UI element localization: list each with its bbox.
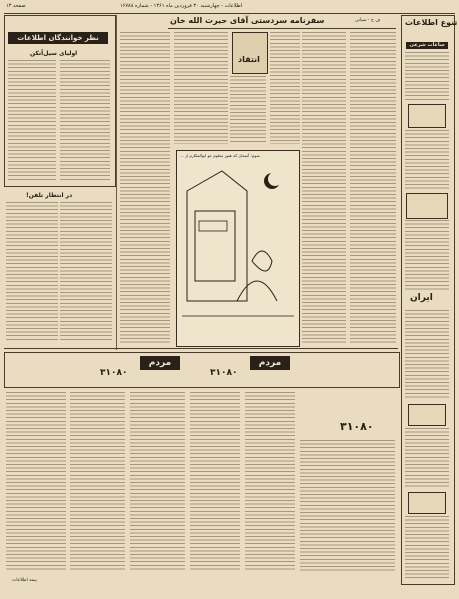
travelogue-col-4 xyxy=(230,76,266,144)
right-masthead: تنوع اطلاعات xyxy=(405,18,458,27)
right-ad-2 xyxy=(408,492,446,514)
right-bottom-label: ایران xyxy=(410,293,433,303)
travelogue-col-1 xyxy=(350,32,396,344)
ad-word-2: مردم xyxy=(250,356,290,370)
issue-line: اطلاعات - چهارشنبه ۳۰ فروردین ماه ۱۳۶۱ - شماره ۱۶۷۸۸ xyxy=(120,3,243,9)
ad-word-1: مردم xyxy=(140,356,180,370)
right-logo-box xyxy=(406,193,448,219)
right-text-5 xyxy=(405,428,449,488)
phone-number-1: ۳۱۰۸۰ xyxy=(100,368,128,378)
page-header xyxy=(0,0,459,13)
right-ad-1 xyxy=(408,404,446,426)
right-text-2 xyxy=(405,130,449,190)
right-text-3 xyxy=(405,220,449,290)
lower-text-4 xyxy=(190,392,240,572)
cartoon-drawing xyxy=(177,151,299,346)
travelogue-col-2 xyxy=(302,32,346,344)
right-subhead: ساعات شرعی xyxy=(406,42,448,49)
travelogue-tag: ف ج - سیانی xyxy=(355,18,380,23)
letters-article-title: اولیای سیل‌آنکن xyxy=(30,50,78,57)
phone-number-3: ۳۱۰۸۰ xyxy=(340,420,374,433)
travelogue-title: سفرنامه سردستی آقای حیرت الله خان xyxy=(170,16,325,25)
intiqad-badge: انتقاد xyxy=(238,55,260,64)
phone-number-2: ۳۱۰۸۰ xyxy=(210,368,238,378)
lower-text-1 xyxy=(6,392,66,572)
cartoon-frame xyxy=(176,150,300,347)
lower-band-rule xyxy=(4,348,398,349)
header-rule xyxy=(4,13,455,14)
page-number: صفحه ۱۳ xyxy=(6,3,26,9)
letters2-text-a xyxy=(6,202,58,342)
intiqad-badge-box xyxy=(232,32,268,74)
letters2-text-b xyxy=(60,202,112,342)
lower-text-2 xyxy=(70,392,125,572)
travelogue-rule xyxy=(168,28,396,29)
column-divider xyxy=(116,15,117,350)
lower-text-6 xyxy=(300,440,395,572)
cartoon-caption: سوم: آسمان که هنوز معلوم جو ابوالمکارم از ... xyxy=(180,153,260,158)
letters-text-a xyxy=(8,60,56,180)
right-text-1 xyxy=(405,52,449,102)
letters-text-b xyxy=(60,60,110,180)
mid-col-text xyxy=(120,32,170,344)
travelogue-col-3 xyxy=(270,32,300,144)
right-text-4 xyxy=(405,310,449,400)
lower-ad-strip xyxy=(4,352,400,388)
lower-footer: بیمه اطلاعات xyxy=(12,578,37,583)
lower-text-3 xyxy=(130,392,185,572)
right-text-6 xyxy=(405,516,449,580)
letters-heading: نظر خوانندگان اطلاعات xyxy=(8,32,108,44)
travelogue-col-5 xyxy=(174,32,228,144)
lower-text-5 xyxy=(245,392,295,572)
letters-article2-title: در انتظار تلفن! xyxy=(26,192,73,199)
right-illustration xyxy=(408,104,446,128)
